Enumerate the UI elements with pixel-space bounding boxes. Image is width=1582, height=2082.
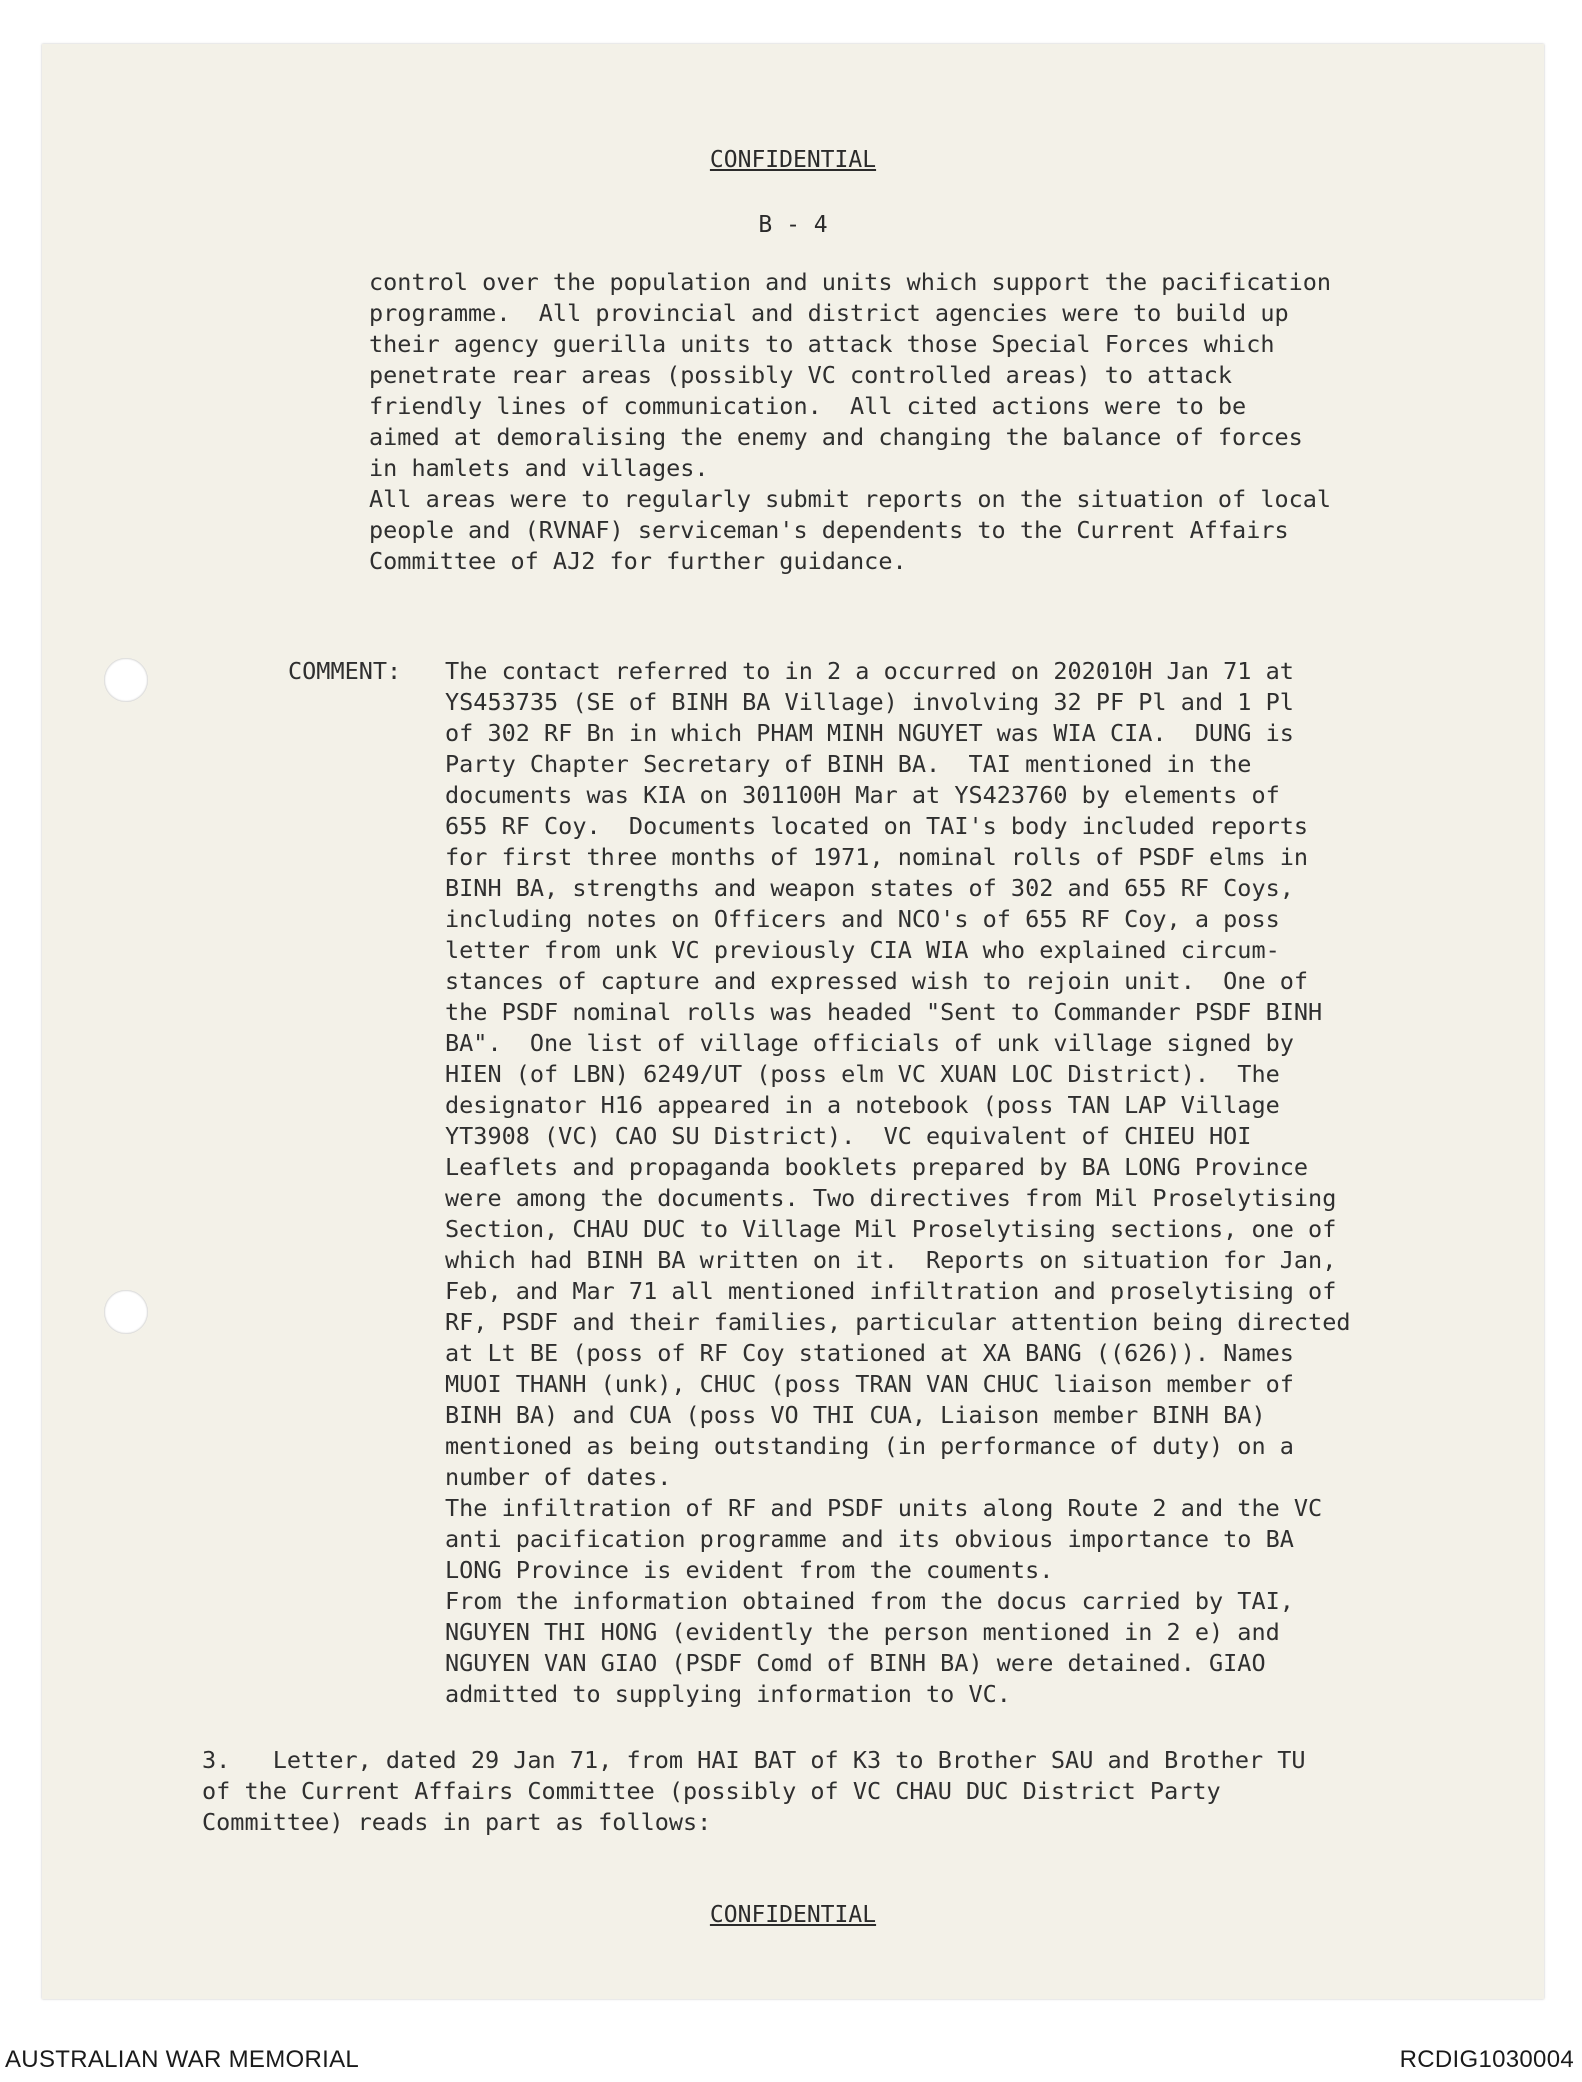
text-line: The infiltration of RF and PSDF units along Route 2 and the VC [445,1494,1323,1522]
comment-label: COMMENT: [288,657,402,685]
text-line: Party Chapter Secretary of BINH BA. TAI mentioned in the [445,750,1252,778]
text-line: Leaflets and propaganda booklets prepared by BA LONG Province [445,1153,1309,1181]
text-line: their agency guerilla units to attack those Special Forces which [369,330,1275,358]
text-line: mentioned as being outstanding (in performance of duty) on a [445,1432,1294,1460]
text-line: 655 RF Coy. Documents located on TAI's body included reports [445,812,1309,840]
text-line: BINH BA) and CUA (poss VO THI CUA, Liaison member BINH BA) [445,1401,1266,1429]
text-line: YS453735 (SE of BINH BA Village) involving 32 PF Pl and 1 Pl [445,688,1294,716]
text-line: number of dates. [445,1463,672,1491]
text-line: All areas were to regularly submit reports on the situation of local [369,485,1332,513]
text-line: HIEN (of LBN) 6249/UT (poss elm VC XUAN LOC District). The [445,1060,1280,1088]
archive-item-id: RCDIG1030004 [1399,2046,1574,2073]
text-line: From the information obtained from the docus carried by TAI, [445,1587,1294,1615]
text-line: aimed at demoralising the enemy and changing the balance of forces [369,423,1303,451]
text-line: in hamlets and villages. [369,454,709,482]
text-line: of 302 RF Bn in which PHAM MINH NGUYET was WIA CIA. DUNG is [445,719,1294,747]
text-line: for first three months of 1971, nominal rolls of PSDF elms in [445,843,1309,871]
continuation-paragraph [369,267,1331,577]
paragraph-3 [202,1745,1306,1838]
classification-footer: CONFIDENTIAL [709,1902,877,1928]
text-line: were among the documents. Two directives from Mil Proselytising [445,1184,1337,1212]
text-line: Section, CHAU DUC to Village Mil Proselytising sections, one of [445,1215,1337,1243]
text-line: including notes on Officers and NCO's of 655 RF Coy, a poss [445,905,1280,933]
text-line: which had BINH BA written on it. Reports on situation for Jan, [445,1246,1337,1274]
text-line: RF, PSDF and their families, particular attention being directed [445,1308,1351,1336]
text-line: BINH BA, strengths and weapon states of 302 and 655 RF Coys, [445,874,1294,902]
text-line: control over the population and units which support the pacification [369,268,1332,296]
text-line: of the Current Affairs Committee (possibly of VC CHAU DUC District Party [202,1777,1221,1805]
page-reference: B - 4 [758,212,828,238]
archive-institution: AUSTRALIAN WAR MEMORIAL [5,2046,360,2073]
classification-header: CONFIDENTIAL [709,147,877,173]
text-line: the PSDF nominal rolls was headed "Sent to Commander PSDF BINH [445,998,1323,1026]
document-page [42,44,1544,1999]
text-line: letter from unk VC previously CIA WIA who explained circum- [445,936,1280,964]
text-line: Committee of AJ2 for further guidance. [369,547,907,575]
text-line: Committee) reads in part as follows: [202,1808,712,1836]
text-line: friendly lines of communication. All cited actions were to be [369,392,1247,420]
text-line: The contact referred to in 2 a occurred on 202010H Jan 71 at [445,657,1294,685]
text-line: YT3908 (VC) CAO SU District). VC equivalent of CHIEU HOI [445,1122,1252,1150]
text-line: 3. Letter, dated 29 Jan 71, from HAI BAT of K3 to Brother SAU and Brother TU [202,1746,1306,1774]
text-line: programme. All provincial and district agencies were to build up [369,299,1289,327]
text-line: stances of capture and expressed wish to rejoin unit. One of [445,967,1309,995]
text-line: people and (RVNAF) serviceman's dependents to the Current Affairs [369,516,1289,544]
text-line: MUOI THANH (unk), CHUC (poss TRAN VAN CHUC liaison member of [445,1370,1294,1398]
text-line: documents was KIA on 301100H Mar at YS423760 by elements of [445,781,1280,809]
text-line: NGUYEN THI HONG (evidently the person mentioned in 2 e) and [445,1618,1280,1646]
text-line: LONG Province is evident from the couments. [445,1556,1054,1584]
text-line: anti pacification programme and its obvious importance to BA [445,1525,1294,1553]
punch-hole-top [104,658,148,702]
text-line: BA". One list of village officials of unk village signed by [445,1029,1294,1057]
text-line: admitted to supplying information to VC. [445,1680,1011,1708]
text-line: designator H16 appeared in a notebook (poss TAN LAP Village [445,1091,1280,1119]
text-line: Feb, and Mar 71 all mentioned infiltration and proselytising of [445,1277,1337,1305]
text-line: at Lt BE (poss of RF Coy stationed at XA BANG ((626)). Names [445,1339,1294,1367]
text-line: penetrate rear areas (possibly VC controlled areas) to attack [369,361,1233,389]
punch-hole-bottom [104,1290,148,1334]
comment-paragraph [445,656,1350,1710]
text-line: NGUYEN VAN GIAO (PSDF Comd of BINH BA) were detained. GIAO [445,1649,1266,1677]
